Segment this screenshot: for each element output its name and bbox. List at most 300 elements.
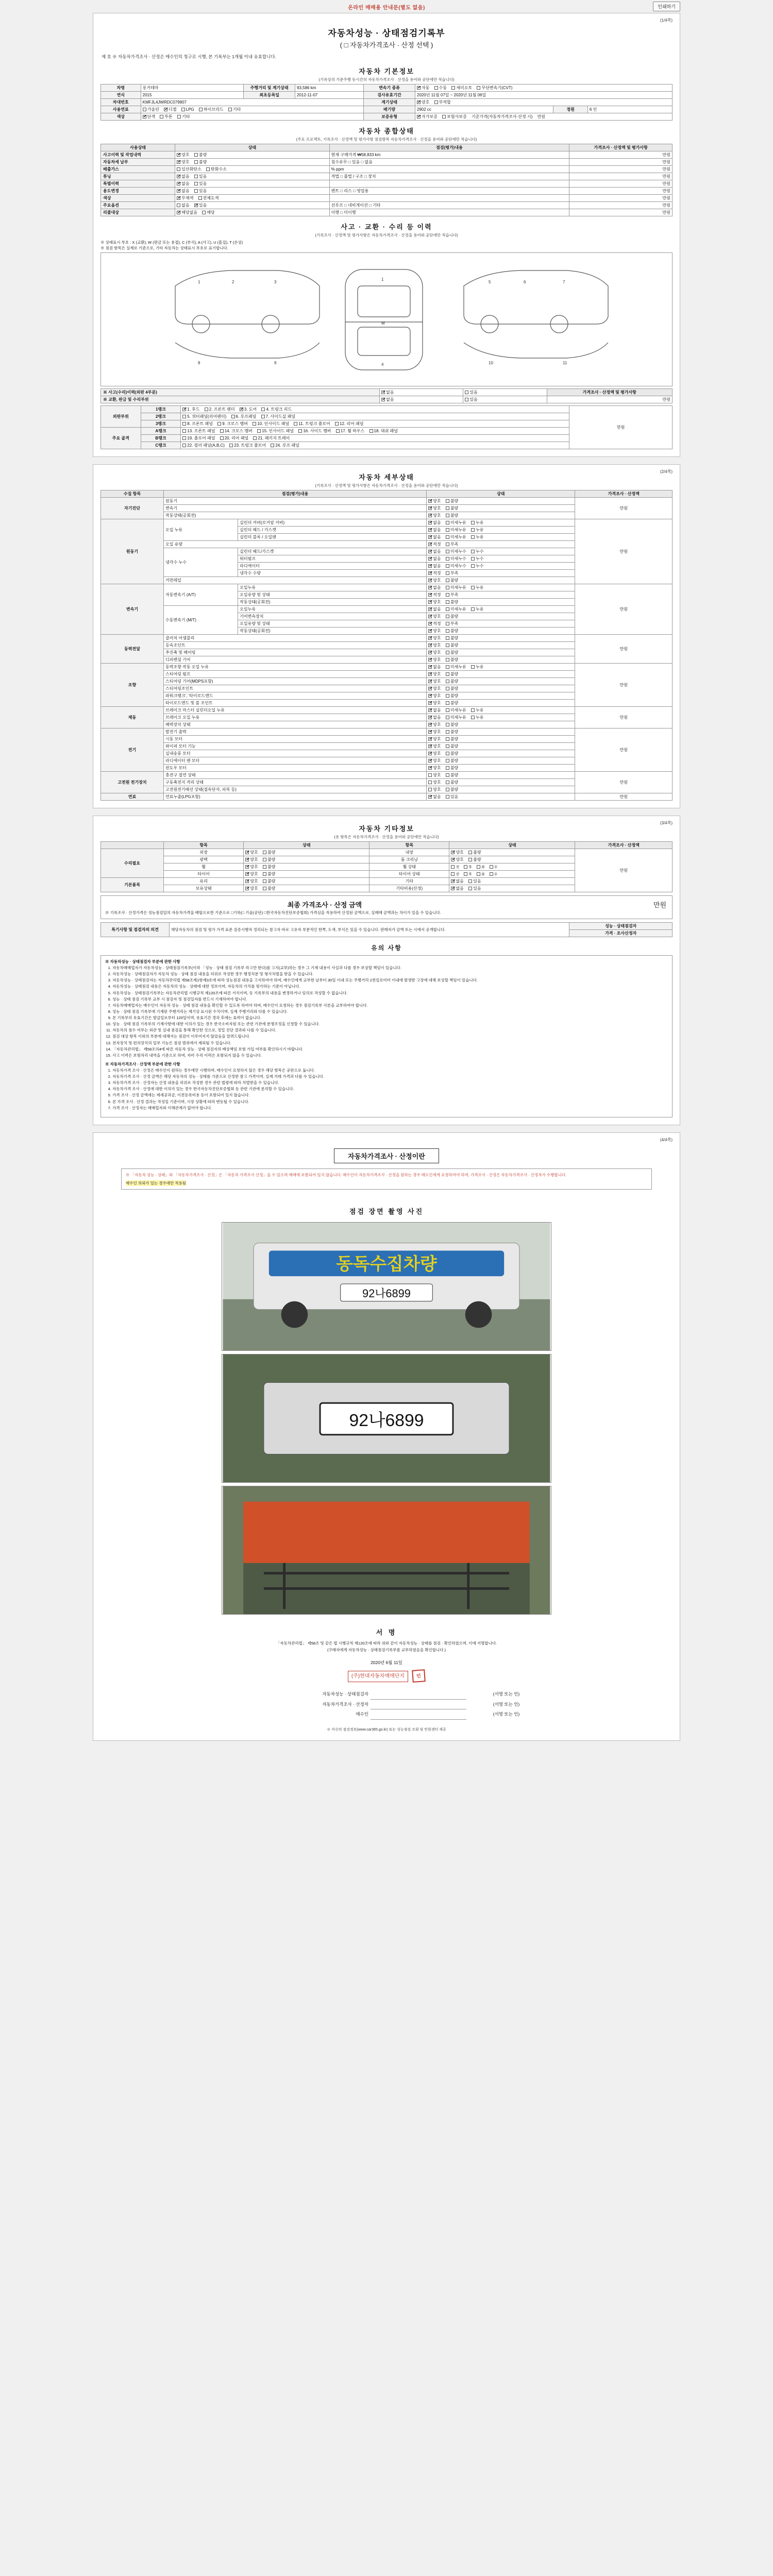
checkbox-etc-yes[interactable]: [468, 879, 472, 883]
checkbox-tire-bad[interactable]: [263, 872, 266, 876]
value-capacity[interactable]: 6 인: [587, 106, 672, 113]
checkbox-outer-2-1[interactable]: [182, 415, 186, 418]
value-history-eval[interactable]: 만원: [547, 396, 672, 403]
value-transmission[interactable]: ✔ 자동 수동 세미오토 무단변속기(CVT): [415, 84, 672, 92]
state-hv-wiring[interactable]: 양호 불량: [427, 786, 575, 793]
checkbox-frame-b-2[interactable]: [220, 436, 224, 440]
checkbox-outer-2-2[interactable]: [231, 415, 235, 418]
state-coolant-qty[interactable]: ✔ 적정 부족: [427, 570, 575, 577]
checkbox-frame-c-2[interactable]: [229, 444, 233, 447]
checkbox-interior-good[interactable]: [451, 851, 455, 854]
state-fuel-leak[interactable]: ✔ 없음 있음: [427, 793, 575, 801]
row-value-tuning[interactable]: 만원: [569, 173, 673, 180]
checkbox-pcrank-good[interactable]: [428, 694, 432, 698]
state-wheel-pos[interactable]: 전 후 좌 우: [449, 863, 575, 871]
value-engine[interactable]: 만원: [575, 519, 673, 584]
checkbox-special-none[interactable]: [177, 182, 180, 185]
checkbox-winmotor-bad[interactable]: [446, 766, 449, 770]
checkbox-idle-diag-bad[interactable]: [446, 514, 449, 517]
checkbox-glass-bad[interactable]: [263, 879, 266, 883]
checkbox-sjoint-bad[interactable]: [446, 687, 449, 690]
checkbox-wheel-right[interactable]: [490, 865, 493, 869]
row-value-tax[interactable]: 만원: [569, 159, 673, 166]
state-at-idle[interactable]: ✔ 양호 불량: [427, 599, 575, 606]
checkbox-tire-left[interactable]: [477, 872, 480, 876]
checkbox-emission-co[interactable]: [177, 167, 180, 171]
checkbox-brakeoil-none[interactable]: [428, 716, 432, 719]
checkbox-psleak-minor[interactable]: [446, 665, 449, 669]
checkbox-mastercyl-none[interactable]: [428, 708, 432, 712]
checkbox-transmission-auto[interactable]: [417, 86, 421, 90]
checkbox-hvwire-good[interactable]: [428, 788, 432, 791]
checkbox-brakeoil-leak[interactable]: [471, 716, 475, 719]
checkbox-spump-bad[interactable]: [446, 672, 449, 676]
checkbox-psleak-leak[interactable]: [471, 665, 475, 669]
checkbox-mtgear-good[interactable]: [428, 615, 432, 618]
checkbox-outer-3-5[interactable]: [335, 422, 339, 426]
value-mileage[interactable]: 93,586 km: [295, 84, 364, 92]
checkbox-accident-good[interactable]: [177, 153, 180, 157]
checkbox-mtqty-ok[interactable]: [428, 622, 432, 625]
state-booster[interactable]: ✔ 양호 불량: [427, 721, 575, 728]
checkbox-trans-diag-good[interactable]: [428, 506, 432, 510]
checkbox-radiator-none[interactable]: [428, 564, 432, 568]
checkbox-crossmember-none[interactable]: [381, 391, 385, 394]
checkbox-atqty-low[interactable]: [446, 593, 449, 597]
checkbox-frame-a-6[interactable]: [369, 429, 373, 433]
checkbox-mtqty-low[interactable]: [446, 622, 449, 625]
checkbox-meter-bad[interactable]: [434, 100, 438, 104]
checkbox-fuel-diesel[interactable]: [164, 108, 167, 111]
checkbox-atqty-ok[interactable]: [428, 593, 432, 597]
checkbox-meter-good[interactable]: [417, 100, 421, 104]
checkbox-atleak-none[interactable]: [428, 586, 432, 589]
svg-text:10: 10: [489, 361, 493, 365]
row-value-recall[interactable]: 만원: [569, 209, 673, 216]
state-glass[interactable]: ✔ 양호 불량: [244, 878, 369, 885]
checkbox-frame-a-3[interactable]: [257, 429, 261, 433]
checkbox-transmission-semi[interactable]: [451, 86, 455, 90]
checkbox-spump-good[interactable]: [428, 672, 432, 676]
checkbox-tire-rear[interactable]: [464, 872, 467, 876]
checkbox-diff-bad[interactable]: [446, 658, 449, 662]
checkbox-etc-none[interactable]: [451, 879, 455, 883]
value-electric[interactable]: 만원: [575, 728, 673, 772]
sign-row-value[interactable]: [371, 1700, 466, 1709]
state-holding[interactable]: ✔ 양호 불량: [244, 885, 369, 892]
checkbox-outer-3-2[interactable]: [217, 422, 221, 426]
state-other-cost[interactable]: ✔ 없음 있음: [449, 885, 575, 892]
state-window-motor[interactable]: ✔ 양호 불량: [427, 765, 575, 772]
checkbox-frame-a-2[interactable]: [220, 429, 224, 433]
state-mt-gear[interactable]: ✔ 양호 불량: [427, 613, 575, 620]
checkbox-outer-3-3[interactable]: [253, 422, 256, 426]
state-etc[interactable]: ✔ 없음 있음: [449, 878, 575, 885]
checkbox-mastercyl-leak[interactable]: [471, 708, 475, 712]
checkbox-clutch-good[interactable]: [428, 636, 432, 640]
state-wheel[interactable]: ✔ 양호 불량: [244, 863, 369, 871]
checkbox-tire-right[interactable]: [490, 872, 493, 876]
state-steering-gear[interactable]: ✔ 양호 불량: [427, 678, 575, 685]
checkbox-tire-good[interactable]: [245, 872, 249, 876]
checkbox-wheel-good[interactable]: [245, 865, 249, 869]
checkbox-glass-good[interactable]: [245, 879, 249, 883]
checkbox-crossmember-yes[interactable]: [465, 391, 468, 394]
checkbox-warranty-insurance[interactable]: [442, 115, 446, 118]
checkbox-mtidle-good[interactable]: [428, 629, 432, 633]
value-meter-state[interactable]: ✔ 양호 부적합: [415, 99, 672, 106]
checkbox-warranty-self[interactable]: [417, 115, 421, 118]
checkbox-mtgear-bad[interactable]: [446, 615, 449, 618]
checkbox-idle-diag-good[interactable]: [428, 514, 432, 517]
checkbox-usage-none[interactable]: [177, 189, 180, 193]
value-inspection-period[interactable]: 2020년 11월 07일 ~ 2020년 11월 06일: [415, 92, 672, 99]
state-mt-idle[interactable]: ✔ 양호 불량: [427, 628, 575, 635]
checkbox-recall-yes[interactable]: [202, 211, 206, 214]
checkbox-coolanthead-none[interactable]: [428, 550, 432, 553]
checkbox-brakeoil-minor[interactable]: [446, 716, 449, 719]
checkbox-coolantqty-ok[interactable]: [428, 571, 432, 575]
value-fuel[interactable]: 가솔린 ✔ 디젤 LPG 하이브리드 기타: [141, 106, 363, 113]
state-blower[interactable]: ✔ 양호 불량: [427, 750, 575, 757]
final-price-amount[interactable]: 만원: [653, 901, 666, 909]
state-mt-leak[interactable]: ✔ 없음 미세누유 누유: [427, 606, 575, 613]
checkbox-mtidle-bad[interactable]: [446, 629, 449, 633]
checkbox-paint-none[interactable]: [177, 196, 180, 200]
checkbox-othercost-none[interactable]: [451, 887, 455, 890]
checkbox-rocker-minor[interactable]: [446, 521, 449, 524]
checkbox-outer-1-2[interactable]: [205, 408, 208, 411]
sign-row-value[interactable]: [371, 1689, 466, 1699]
checkbox-wheel-front[interactable]: [451, 865, 455, 869]
checkbox-tierod-good[interactable]: [428, 701, 432, 705]
row-value-accident[interactable]: 만원: [569, 151, 673, 159]
checkbox-alt-bad[interactable]: [446, 730, 449, 734]
checkbox-holding-good[interactable]: [245, 887, 249, 890]
value-other-info[interactable]: 만원: [575, 849, 673, 892]
state-cleaning[interactable]: ✔ 양호 불량: [449, 856, 575, 863]
checkbox-radfan-good[interactable]: [428, 759, 432, 762]
checkbox-sgear-good[interactable]: [428, 680, 432, 683]
state-radiator-fan[interactable]: ✔ 양호 불량: [427, 757, 575, 765]
row-state-options[interactable]: 없음 ✔ 있음: [175, 202, 329, 209]
state-engine-diag[interactable]: ✔ 양호 불량: [427, 498, 575, 505]
checkbox-outer-3-4[interactable]: [294, 422, 297, 426]
checkbox-special-yes[interactable]: [194, 182, 198, 185]
state-battery-isolation[interactable]: 양호 불량: [427, 779, 575, 786]
value-car-name[interactable]: 롱거테마: [141, 84, 244, 92]
row-value-paint[interactable]: 만원: [569, 195, 673, 202]
value-frame-yes[interactable]: 있음: [463, 396, 547, 403]
frame-c-items[interactable]: 22. 필러 패널(A,B,C) 23. 트렁크 플로어 24. 루프 패널: [181, 442, 569, 449]
state-steering-pump[interactable]: ✔ 양호 불량: [427, 671, 575, 678]
value-high-voltage[interactable]: 만원: [575, 772, 673, 793]
value-steering[interactable]: 만원: [575, 664, 673, 707]
checkbox-waterpump-minor[interactable]: [446, 557, 449, 561]
checkbox-radiator-minor[interactable]: [446, 564, 449, 568]
state-head-gasket[interactable]: ✔ 없음 미세누유 누유: [427, 527, 575, 534]
checkbox-batiso-good[interactable]: [428, 781, 432, 784]
checkbox-polish-bad[interactable]: [263, 858, 266, 861]
state-charge-port[interactable]: 양호 불량: [427, 772, 575, 779]
checkbox-atidle-bad[interactable]: [446, 600, 449, 604]
checkbox-tuning-yes[interactable]: [194, 175, 198, 178]
checkbox-frame-b-1[interactable]: [182, 436, 186, 440]
value-year[interactable]: 2015: [141, 92, 244, 99]
row-value-special[interactable]: 만원: [569, 180, 673, 188]
checkbox-commonrail-bad[interactable]: [446, 579, 449, 582]
checkbox-mastercyl-minor[interactable]: [446, 708, 449, 712]
checkbox-atidle-good[interactable]: [428, 600, 432, 604]
state-at-leak[interactable]: ✔ 없음 미세누유 누유: [427, 584, 575, 591]
value-brake[interactable]: 만원: [575, 707, 673, 728]
checkbox-outer-1-4[interactable]: [261, 408, 265, 411]
state-clutch[interactable]: ✔ 양호 불량: [427, 635, 575, 642]
checkbox-coolanthead-minor[interactable]: [446, 550, 449, 553]
checkbox-oilqty-low[interactable]: [446, 543, 449, 546]
checkbox-propeller-good[interactable]: [428, 651, 432, 654]
state-wiper[interactable]: ✔ 양호 불량: [427, 743, 575, 750]
value-base-price[interactable]: 만원: [537, 114, 546, 119]
checkbox-winmotor-good[interactable]: [428, 766, 432, 770]
checkbox-booster-bad[interactable]: [446, 723, 449, 726]
checkbox-frame-a-5[interactable]: [336, 429, 340, 433]
checkbox-polish-good[interactable]: [245, 858, 249, 861]
checkbox-color-two-tone[interactable]: [160, 115, 163, 118]
checkbox-atleak-leak[interactable]: [471, 586, 475, 589]
state-trans-diag[interactable]: ✔ 양호 불량: [427, 505, 575, 512]
checkbox-hvwire-bad[interactable]: [446, 788, 449, 791]
value-transmission[interactable]: 만원: [575, 584, 673, 635]
checkbox-mtleak-none[interactable]: [428, 607, 432, 611]
row-state-tuning[interactable]: ✔ 없음 있음: [175, 173, 329, 180]
row-state-accident[interactable]: ✔ 양호 불량: [175, 151, 329, 159]
value-displacement[interactable]: 2902 cc: [415, 106, 553, 113]
row-value-usage[interactable]: 만원: [569, 188, 673, 195]
state-power-crank[interactable]: ✔ 양호 불량: [427, 692, 575, 700]
value-color[interactable]: ✔ 단색 투톤 기타: [141, 113, 363, 121]
state-mt-qty[interactable]: ✔ 적정 부족: [427, 620, 575, 628]
checkbox-psleak-none[interactable]: [428, 665, 432, 669]
state-rocker-cover[interactable]: ✔ 없음 미세누유 누유: [427, 519, 575, 527]
checkbox-blower-bad[interactable]: [446, 752, 449, 755]
checkbox-batiso-bad[interactable]: [446, 781, 449, 784]
checkbox-starter-bad[interactable]: [446, 737, 449, 741]
checkbox-mtleak-minor[interactable]: [446, 607, 449, 611]
state-interior[interactable]: ✔ 양호 불량: [449, 849, 575, 856]
checkbox-tire-front[interactable]: [451, 872, 455, 876]
sign-row-value[interactable]: [371, 1709, 466, 1719]
state-idle-diag[interactable]: ✔ 양호 불량: [427, 512, 575, 519]
frame-a-items[interactable]: 13. 프론트 패널 14. 크로스 멤버 15. 인사이드 패널 16. 사이드 멤버 17. 휠 하우스 18. 대쉬 패널: [181, 428, 569, 435]
checkbox-tax-bad[interactable]: [194, 160, 198, 164]
state-differential[interactable]: ✔ 양호 불량: [427, 656, 575, 664]
checkbox-wiper-bad[interactable]: [446, 744, 449, 748]
checkbox-cleaning-bad[interactable]: [468, 858, 472, 861]
rank-2-items[interactable]: 5. 쿼터패널(리어펜더) 6. 루프패널 7. 사이드실 패널: [181, 413, 569, 420]
checkbox-headgasket-leak[interactable]: [471, 528, 475, 532]
checkbox-holding-bad[interactable]: [263, 887, 266, 890]
state-steering-joint[interactable]: ✔ 양호 불량: [427, 685, 575, 692]
value-inspector-opinion[interactable]: 해당자동차의 점검 및 평가 가격 표준 검증시행자 정리되는 참고자 바로 고유자 부분적인 한쪽, 도색, 부식은 있을 수 있습니다. 판매자가 금액 또는 시에서 공개합니다.: [170, 923, 569, 937]
checkbox-options-none[interactable]: [177, 204, 180, 207]
state-brake-oil[interactable]: ✔ 없음 미세누유 누유: [427, 714, 575, 721]
state-tire-pos[interactable]: 전 후 좌 우: [449, 871, 575, 878]
checkbox-interior-bad[interactable]: [468, 851, 472, 854]
checkbox-cvjoint-bad[interactable]: [446, 643, 449, 647]
state-alternator[interactable]: ✔ 양호 불량: [427, 728, 575, 736]
row-state-emission[interactable]: 일산화탄소 탄화수소: [175, 166, 329, 173]
checkbox-frame-yes[interactable]: [465, 398, 468, 401]
checkbox-cvjoint-good[interactable]: [428, 643, 432, 647]
checkbox-wheel-left[interactable]: [477, 865, 480, 869]
panel-eval-value[interactable]: 만원: [569, 406, 673, 449]
row-state-usage[interactable]: ✔ 없음 있음: [175, 188, 329, 195]
state-cv-joint[interactable]: ✔ 양호 불량: [427, 642, 575, 649]
checkbox-coolantqty-low[interactable]: [446, 571, 449, 575]
checkbox-emission-hc[interactable]: [206, 167, 210, 171]
value-fuel[interactable]: 만원: [575, 793, 673, 801]
checkbox-wheel-rear[interactable]: [464, 865, 467, 869]
value-warranty[interactable]: ✔ 자가보증 보험사보증 기준가격(자동차가격조사·산정 시) 만원: [415, 113, 672, 121]
checkbox-oilqty-ok[interactable]: [428, 543, 432, 546]
checkbox-radiator-leak[interactable]: [471, 564, 475, 568]
row-state-paint[interactable]: ✔ 무채색 전체도색: [175, 195, 329, 202]
checkbox-sgear-bad[interactable]: [446, 680, 449, 683]
checkbox-fuel-gasoline[interactable]: [143, 108, 146, 111]
checkbox-radfan-bad[interactable]: [446, 759, 449, 762]
state-tie-rod[interactable]: ✔ 양호 불량: [427, 700, 575, 707]
checkbox-exterior-good[interactable]: [245, 851, 249, 854]
checkbox-blower-good[interactable]: [428, 752, 432, 755]
checkbox-fuelleak-none[interactable]: [428, 795, 432, 799]
checkbox-trans-diag-bad[interactable]: [446, 506, 449, 510]
checkbox-headgasket-minor[interactable]: [446, 528, 449, 532]
checkbox-frame-c-1[interactable]: [182, 444, 186, 447]
checkbox-outer-1-3[interactable]: [240, 408, 243, 411]
checkbox-tierod-bad[interactable]: [446, 701, 449, 705]
checkbox-clutch-bad[interactable]: [446, 636, 449, 640]
value-crossmember[interactable]: ✔ 없음: [379, 389, 463, 396]
checkbox-engine-diag-bad[interactable]: [446, 499, 449, 503]
checkbox-fuel-etc[interactable]: [228, 108, 232, 111]
state-oil-quantity[interactable]: ✔ 적정 부족: [427, 541, 575, 548]
state-master-cyl[interactable]: ✔ 없음 미세누유 누유: [427, 707, 575, 714]
checkbox-transmission-manual[interactable]: [434, 86, 438, 90]
row-value-options[interactable]: 만원: [569, 202, 673, 209]
checkbox-block-none[interactable]: [428, 535, 432, 539]
state-power-steering-leak[interactable]: ✔ 없음 미세누유 누유: [427, 664, 575, 671]
checkbox-block-leak[interactable]: [471, 535, 475, 539]
checkbox-outer-1-1[interactable]: [182, 408, 186, 411]
checkbox-mtleak-leak[interactable]: [471, 607, 475, 611]
checkbox-fuelleak-yes[interactable]: [446, 795, 449, 799]
checkbox-exterior-bad[interactable]: [263, 851, 266, 854]
checkbox-wheel-bad[interactable]: [263, 865, 266, 869]
checkbox-booster-good[interactable]: [428, 723, 432, 726]
checkbox-chargeport-good[interactable]: [428, 773, 432, 777]
checkbox-options-yes[interactable]: [194, 204, 198, 207]
checkbox-tuning-none[interactable]: [177, 175, 180, 178]
checkbox-recall-na[interactable]: [177, 211, 180, 214]
checkbox-waterpump-leak[interactable]: [471, 557, 475, 561]
row-state-recall[interactable]: ✔ 해당없음 해당: [175, 209, 329, 216]
checkbox-coolanthead-leak[interactable]: [471, 550, 475, 553]
value-powertrain[interactable]: 만원: [575, 635, 673, 664]
checkbox-transmission-cvt[interactable]: [477, 86, 480, 90]
rank-1-items[interactable]: ✔ 1. 후드 2. 프론트 펜더 ✔ 3. 도어 4. 트렁크 리드: [181, 406, 569, 413]
checkbox-alt-good[interactable]: [428, 730, 432, 734]
checkbox-sjoint-good[interactable]: [428, 687, 432, 690]
value-crossmember-yes[interactable]: 있음: [463, 389, 547, 396]
state-common-rail[interactable]: ✔ 양호 불량: [427, 577, 575, 584]
checkbox-chargeport-bad[interactable]: [446, 773, 449, 777]
checkbox-starter-good[interactable]: [428, 737, 432, 741]
checkbox-cleaning-good[interactable]: [451, 858, 455, 861]
checkbox-tax-good[interactable]: [177, 160, 180, 164]
state-exterior[interactable]: ✔ 양호 불량: [244, 849, 369, 856]
checkbox-usage-yes[interactable]: [194, 189, 198, 193]
checkbox-block-minor[interactable]: [446, 535, 449, 539]
checkbox-commonrail-good[interactable]: [428, 579, 432, 582]
checkbox-othercost-yes[interactable]: [468, 887, 472, 890]
checkbox-paint-full[interactable]: [198, 196, 202, 200]
checkbox-accident-bad[interactable]: [194, 153, 198, 157]
checkbox-headgasket-none[interactable]: [428, 528, 432, 532]
checkbox-outer-3-1[interactable]: [182, 422, 186, 426]
state-at-qty[interactable]: ✔ 적정 부족: [427, 591, 575, 599]
rank-3-items[interactable]: 8. 프론트 패널 9. 크로스 멤버 10. 인사이드 패널 11. 트렁크 플로어 12. 리어 패널: [181, 420, 569, 428]
checkbox-fuel-lpg[interactable]: [181, 108, 185, 111]
frame-b-items[interactable]: 19. 플로어 패널 20. 리어 패널 21. 패키지 트레이: [181, 435, 569, 442]
checkbox-frame-none[interactable]: [381, 398, 385, 401]
state-polish[interactable]: ✔ 양호 불량: [244, 856, 369, 863]
row-state-special[interactable]: ✔ 없음 있음: [175, 180, 329, 188]
state-water-pump[interactable]: ✔ 없음 미세누수 누수: [427, 555, 575, 563]
checkbox-atleak-minor[interactable]: [446, 586, 449, 589]
value-frame-none[interactable]: ✔ 없음: [379, 396, 463, 403]
checkbox-frame-a-1[interactable]: [182, 429, 186, 433]
checkbox-waterpump-none[interactable]: [428, 557, 432, 561]
state-block-oilpan[interactable]: ✔ 없음 미세누유 누유: [427, 534, 575, 541]
checkbox-rocker-leak[interactable]: [471, 521, 475, 524]
checkbox-frame-b-3[interactable]: [253, 436, 257, 440]
checkbox-propeller-bad[interactable]: [446, 651, 449, 654]
checkbox-pcrank-bad[interactable]: [446, 694, 449, 698]
checkbox-rocker-none[interactable]: [428, 521, 432, 524]
row-value-emission[interactable]: 만원: [569, 166, 673, 173]
state-propeller[interactable]: ✔ 양호 불량: [427, 649, 575, 656]
value-vin[interactable]: KMFJL4JWRDC079907: [141, 99, 363, 106]
checkbox-outer-2-3[interactable]: [261, 415, 265, 418]
state-tire[interactable]: ✔ 양호 불량: [244, 871, 369, 878]
checkbox-fuel-hybrid[interactable]: [199, 108, 203, 111]
state-radiator[interactable]: ✔ 없음 미세누수 누수: [427, 563, 575, 570]
checkbox-diff-good[interactable]: [428, 658, 432, 662]
checkbox-color-etc[interactable]: [177, 115, 181, 118]
value-first-reg[interactable]: 2012-11-07: [295, 92, 364, 99]
row-state-tax[interactable]: ✔ 양호 불량: [175, 159, 329, 166]
checkbox-frame-a-4[interactable]: [298, 429, 302, 433]
checkbox-engine-diag-good[interactable]: [428, 499, 432, 503]
checkbox-color-single[interactable]: [143, 115, 146, 118]
checkbox-frame-c-3[interactable]: [271, 444, 274, 447]
state-coolant-head[interactable]: ✔ 없음 미세누수 누수: [427, 548, 575, 555]
print-button[interactable]: 인쇄하기: [653, 2, 680, 11]
checkbox-wiper-good[interactable]: [428, 744, 432, 748]
value-self-diagnosis[interactable]: 만원: [575, 498, 673, 519]
state-starter[interactable]: ✔ 양호 불량: [427, 736, 575, 743]
